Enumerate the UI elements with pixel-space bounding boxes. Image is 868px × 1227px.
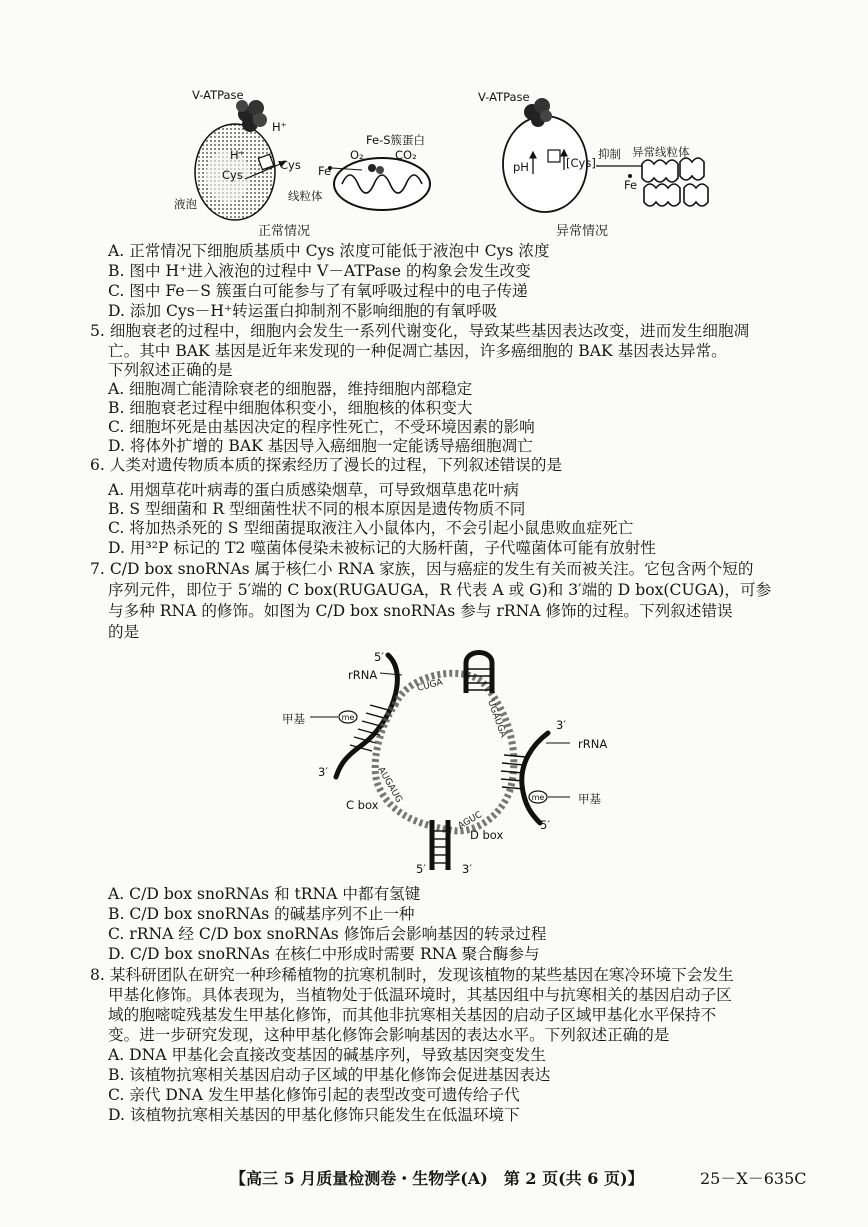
q8-option-d: D. 该植物抗寒相关基因的甲基化修饰只能发生在低温环境下: [108, 1106, 520, 1124]
q8-stem-line: 域的胞嘧啶残基发生甲基化修饰，而其他非抗寒相关基因的启动子区域甲基化水平保持不: [108, 1006, 717, 1024]
abnormal-mito-label: 异常线粒体: [632, 145, 690, 159]
page-footer: 【高三 5 月质量检测卷・生物学(A) 第 2 页(共 6 页)】: [230, 1169, 644, 1188]
seq-ugauga: UGAUGA: [485, 698, 509, 740]
c-box-label: C box: [346, 798, 379, 812]
caption-abnormal: 异常情况: [556, 224, 609, 239]
q7-option-d: D. C/D box snoRNAs 在核仁中形成时需要 RNA 聚合酶参与: [108, 945, 540, 963]
q4-option-d: D. 添加 Cys－H⁺转运蛋白抑制剂不影响细胞的有氧呼吸: [108, 302, 498, 320]
q8-option-b: B. 该植物抗寒相关基因启动子区域的甲基化修饰会促进基因表达: [108, 1066, 551, 1084]
mitochondrion-label: 线粒体: [288, 189, 323, 203]
q8-stem-line: 甲基化修饰。具体表现为，当植物处于低温环境时，其基因组中与抗寒相关的基因启动子区: [108, 986, 732, 1004]
d-box-label: D box: [470, 828, 504, 842]
q7-stem-line: 序列元件，即位于 5′端的 C box(RUGAUGA，R 代表 A 或 G)和 3′端的 D box(CUGA)，可参: [108, 581, 772, 599]
q7-stem-line: 与多种 RNA 的修饰。如图为 C/D box snoRNAs 参与 rRNA 修饰的过程。下列叙述错误: [108, 602, 733, 620]
q5-stem-line: 下列叙述正确的是: [108, 361, 233, 379]
methyl-label-right: 甲基: [578, 792, 601, 806]
five-prime-right: 5′: [540, 818, 550, 832]
q6-option-d: D. 用³²P 标记的 T2 噬菌体侵染未被标记的大肠杆菌，子代噬菌体可能有放射性: [108, 539, 656, 557]
five-prime-bottom: 5′: [416, 862, 426, 876]
q5-option-d: D. 将体外扩增的 BAK 基因导入癌细胞一定能诱导癌细胞凋亡: [108, 437, 533, 455]
vacuole-label: 液泡: [174, 197, 197, 211]
q4-option-c: C. 图中 Fe－S 簇蛋白可能参与了有氧呼吸过程中的电子传递: [108, 282, 528, 300]
q7-option-b: B. C/D box snoRNAs 的碱基序列不止一种: [108, 905, 415, 923]
q4-option-a: A. 正常情况下细胞质基质中 Cys 浓度可能低于液泡中 Cys 浓度: [108, 242, 550, 260]
rrna-label-left: rRNA: [348, 668, 378, 682]
three-prime-bottom: 3′: [462, 862, 472, 876]
seq-d-box: AGUC: [456, 810, 484, 832]
o2-label: O₂: [350, 148, 364, 162]
snorna-loop: [375, 673, 514, 831]
rrna-label-right: rRNA: [578, 737, 608, 751]
q6-option-b: B. S 型细菌和 R 型细菌性状不同的根本原因是遗传物质不同: [108, 500, 526, 518]
h-plus-inside-label: H⁺: [230, 148, 245, 162]
q5-stem-line: 亡。其中 BAK 基因是近年来发现的一种促凋亡基因，许多癌细胞的 BAK 基因表达异常。: [108, 342, 727, 360]
q4-option-b: B. 图中 H⁺进入液泡的过程中 V－ATPase 的构象会发生改变: [108, 262, 531, 280]
q5-option-b: B. 细胞衰老过程中细胞体积变小，细胞核的体积变大: [108, 399, 473, 417]
fe-label-normal: Fe: [318, 164, 332, 178]
three-prime-right: 3′: [556, 718, 566, 732]
q7-option-a: A. C/D box snoRNAs 和 tRNA 中都有氢键: [108, 885, 421, 903]
inhibit-label: 抑制: [598, 147, 621, 161]
fe-label-abnormal: Fe: [624, 178, 638, 192]
q6-stem: 6. 人类对遗传物质本质的探索经历了漫长的过程，下列叙述错误的是: [90, 456, 563, 474]
q8-option-a: A. DNA 甲基化会直接改变基因的碱基序列，导致基因突变发生: [108, 1046, 546, 1064]
v-atpase-label-abnormal: V-ATPase: [478, 90, 530, 104]
me-text-left: me: [341, 713, 355, 722]
cys-out-label: Cys: [280, 158, 301, 172]
mitochondrion-normal: [334, 158, 430, 210]
q8-option-c: C. 亲代 DNA 发生甲基化修饰引起的表型改变可遗传给子代: [108, 1086, 520, 1104]
q7-option-c: C. rRNA 经 C/D box snoRNAs 修饰后会影响基因的转录过程: [108, 925, 547, 943]
snorna-rrna-figure: [270, 645, 630, 880]
exam-code: 25－X－635C: [700, 1169, 807, 1188]
q5-stem-line: 5. 细胞衰老的过程中，细胞内会发生一系列代谢变化，导致某些基因表达改变，进而发生细胞凋: [90, 322, 750, 340]
q6-option-a: A. 用烟草花叶病毒的蛋白质感染烟草，可导致烟草患花叶病: [108, 481, 520, 499]
methyl-label-left: 甲基: [282, 712, 305, 726]
co2-label: CO₂: [395, 148, 417, 162]
abnormal-mitochondria: [642, 158, 708, 206]
q5-option-c: C. 细胞坏死是由基因决定的程序性死亡，不受环境因素的影响: [108, 418, 535, 436]
h-plus-label: H⁺: [272, 120, 287, 134]
three-prime-left: 3′: [318, 765, 328, 779]
me-text-right: me: [531, 793, 545, 802]
v-atpase-label-normal: V-ATPase: [192, 88, 244, 102]
five-prime-top-left: 5′: [374, 650, 384, 664]
q5-option-a: A. 细胞凋亡能清除衰老的细胞器，维持细胞内部稳定: [108, 380, 473, 398]
ph-label: pH: [513, 160, 529, 174]
rrna-strand-right: [522, 733, 548, 823]
cys-bracket-label: [Cys]: [566, 156, 596, 170]
q8-stem-line: 8. 某科研团队在研究一种珍稀植物的抗寒机制时，发现该植物的某些基因在寒冷环境下会发生: [90, 966, 734, 984]
cys-in-label: Cys: [222, 168, 243, 182]
q6-option-c: C. 将加热杀死的 S 型细菌提取液注入小鼠体内，不会引起小鼠患败血症死亡: [108, 519, 634, 537]
q7-stem-line: 的是: [108, 623, 140, 641]
cell-diagram-figure: [150, 84, 720, 244]
seq-c-box: AUGAUG: [375, 765, 404, 805]
seq-cuga: CUGA: [416, 677, 444, 694]
q7-stem-line: 7. C/D box snoRNAs 属于核仁小 RNA 家族，因与癌症的发生有关而被关注。它包含两个短的: [90, 560, 754, 578]
fes-protein-label: Fe-S簇蛋白: [366, 133, 426, 147]
q8-stem-line: 变。进一步研究发现，这种甲基化修饰会影响基因的表达水平。下列叙述正确的是: [108, 1026, 670, 1044]
caption-normal: 正常情况: [258, 224, 311, 239]
